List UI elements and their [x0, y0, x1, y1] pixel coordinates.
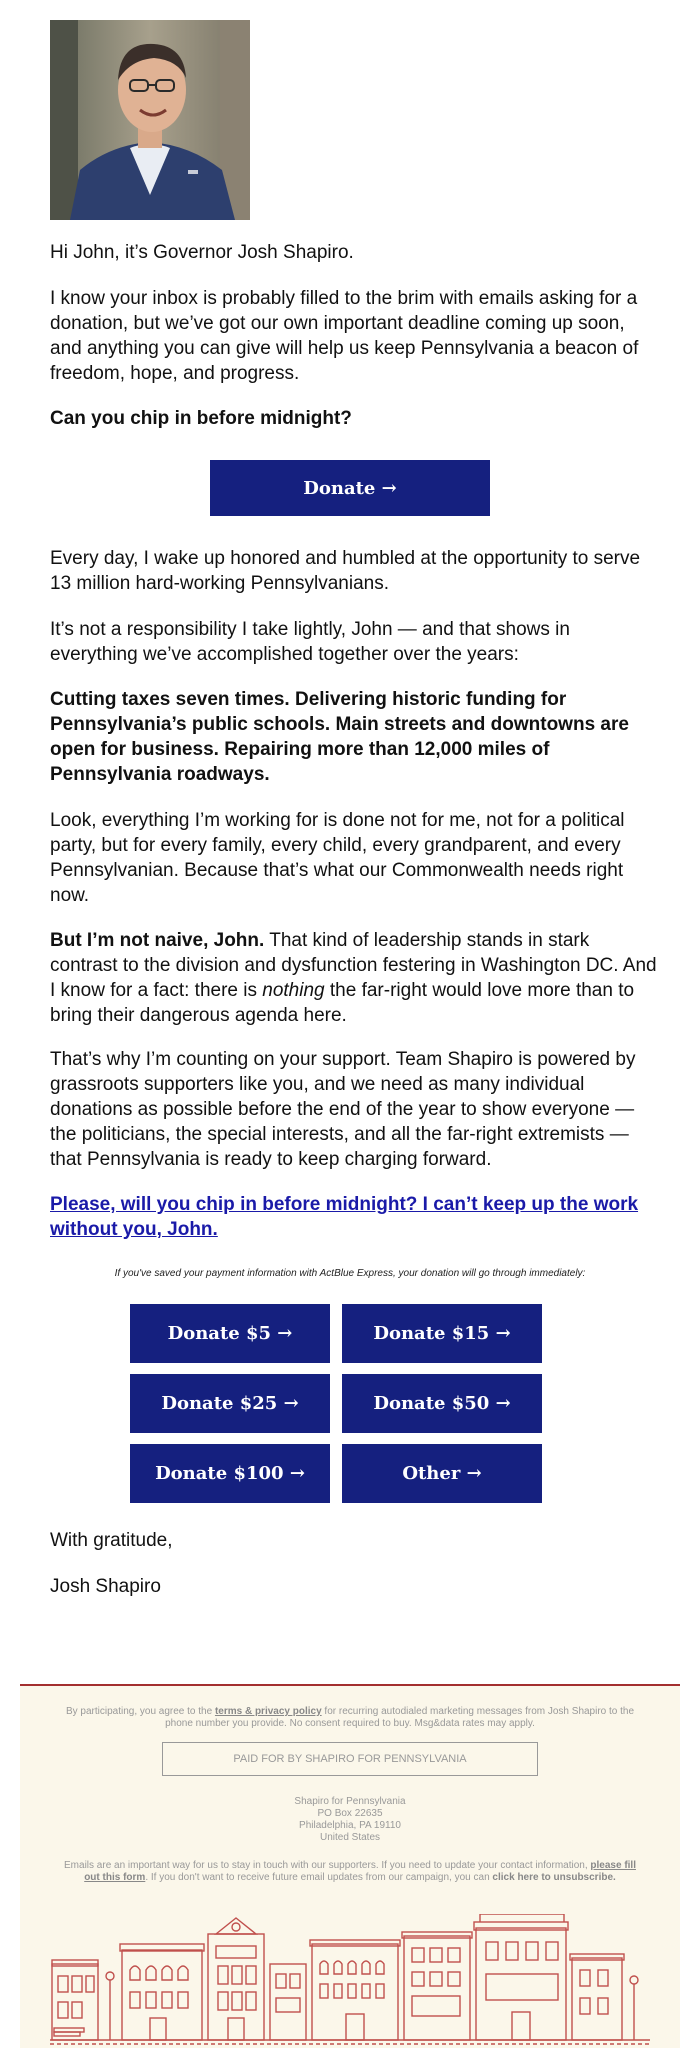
donate-5-button[interactable]: Donate $5 → — [130, 1304, 330, 1363]
naive-text-2: the far-right would love more than to bring their dangerous agenda here. — [50, 980, 635, 1026]
footer — [20, 1684, 680, 2048]
paragraph-look: Look, everything I’m working for is done not for me, not for a political party, but for every family, every child, every grandparent, and every Pennsylvanian. Because that’s what our Commonwealth needs right now. — [50, 810, 625, 906]
naive-emphasis: nothing — [262, 980, 325, 1001]
footer-org: Shapiro for Pennsylvania — [294, 1796, 406, 1807]
donate-25-button[interactable]: Donate $25 → — [130, 1374, 330, 1433]
paid-for-box: PAID FOR BY SHAPIRO FOR PENNSYLVANIA — [162, 1742, 538, 1776]
ask-headline: Can you chip in before midnight? — [50, 408, 352, 429]
intro-paragraph: I know your inbox is probably filled to the brim with emails asking for a donation, but we’ve got our own important deadline coming up soon, and anything you can give will help us keep Pennsylvania a beacon of freedom, hope, and progress. — [50, 288, 639, 384]
footer-country: United States — [319, 1832, 381, 1843]
footer-disclaimer: By participating, you agree to the terms & privacy policy for recurring autodialed marketing messages from Josh Shapiro to the phone number you provide. No consent required to buy. Msg&data rates may apply. — [65, 1706, 635, 1729]
greeting: Hi John, it’s Governor Josh Shapiro. — [50, 242, 354, 263]
chip-in-link[interactable]: Please, will you chip in before midnight? I can’t keep up the work without you, John. — [50, 1194, 639, 1240]
skyline-illustration — [50, 1914, 650, 2048]
donate-15-button[interactable]: Donate $15 → — [342, 1304, 542, 1363]
header-photo — [50, 20, 250, 220]
footer-email-note: Emails are an important way for us to stay in touch with our supporters. If you need to update your contact information, please fill out this form. If you don't want to receive future email updates from our campaign, you can click here to unsubscribe. — [64, 1860, 636, 1883]
cta-link-block — [50, 1192, 660, 1242]
accomplishments: Cutting taxes seven times. Delivering historic funding for Pennsylvania’s public schools. Main streets and downtowns are open for business. Repairing more than 12,000 miles of Pennsylvania roadways. — [50, 689, 629, 785]
unsubscribe-link[interactable]: click here to unsubscribe. — [492, 1872, 616, 1883]
terms-privacy-link[interactable]: terms & privacy policy — [214, 1706, 322, 1717]
signoff: With gratitude, — [50, 1530, 173, 1551]
donate-other-button[interactable]: Other → — [342, 1444, 542, 1503]
donate-main-button[interactable]: Donate → — [210, 460, 490, 516]
footer-po-box: PO Box 22635 — [317, 1808, 383, 1819]
donate-50-button[interactable]: Donate $50 → — [342, 1374, 542, 1433]
paragraph-responsibility: It’s not a responsibility I take lightly, John — and that shows in everything we’ve accomplished together over the years: — [50, 619, 570, 665]
naive-text-1: That kind of leadership stands in stark contrast to the division and dysfunction festering in Washington DC. And I know for a fact: there is — [50, 930, 657, 1001]
update-contact-link[interactable]: please fill out this form — [84, 1860, 636, 1883]
footer-address — [60, 1796, 640, 1844]
paragraph-support: That’s why I’m counting on your support. Team Shapiro is powered by grassroots supporters like you, and we need as many individual donations as possible before the end of the year to show everyone — the politicians, the special interests, and all the far-right extremists — that Pennsylvania is ready to keep charging forward. — [50, 1049, 636, 1170]
express-note: If you've saved your payment information with ActBlue Express, your donation will go through immediately: — [114, 1268, 586, 1279]
paragraph-naive — [50, 928, 660, 1028]
signature: Josh Shapiro — [50, 1576, 161, 1597]
paragraph-honored: Every day, I wake up honored and humbled at the opportunity to serve 13 million hard-working Pennsylvanians. — [50, 548, 641, 594]
donate-100-button[interactable]: Donate $100 → — [130, 1444, 330, 1503]
footer-city: Philadelphia, PA 19110 — [299, 1820, 401, 1831]
naive-bold: But I’m not naive, John. — [50, 930, 265, 951]
